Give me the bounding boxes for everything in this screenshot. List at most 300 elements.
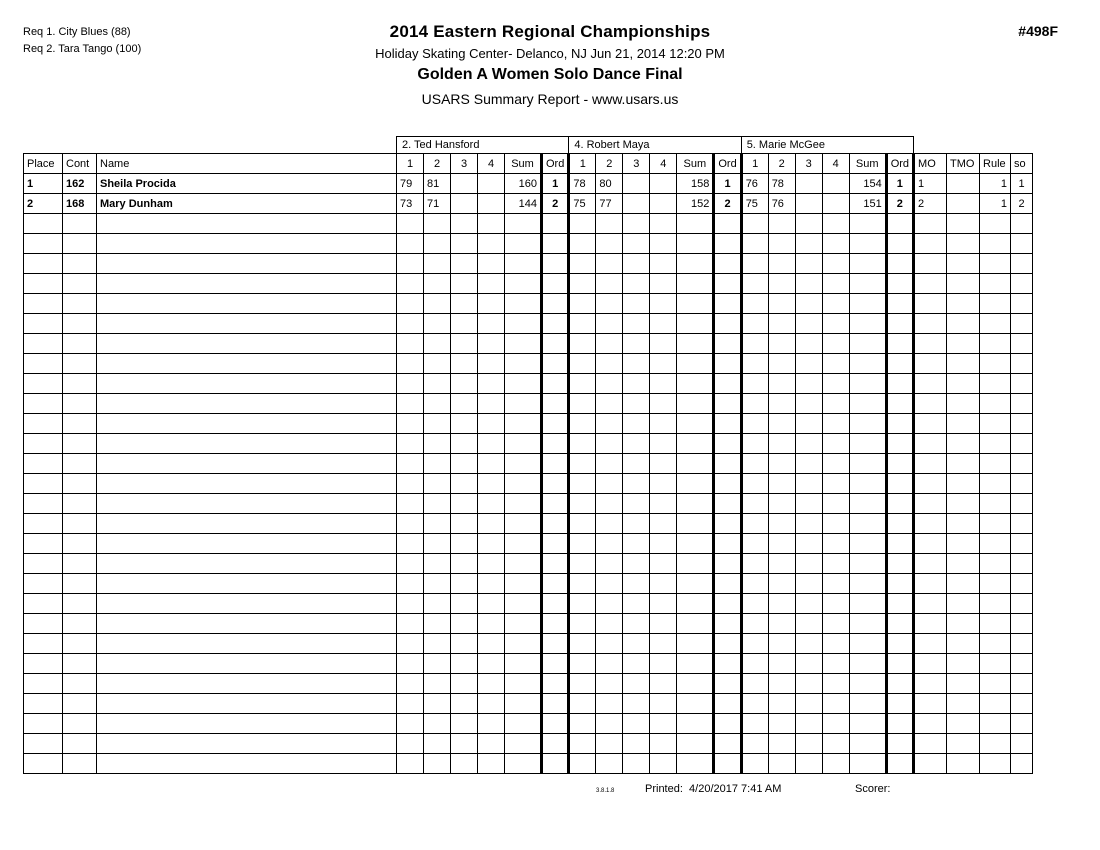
name-cell <box>97 294 397 314</box>
score-cell <box>741 434 768 454</box>
score-cell <box>451 274 478 294</box>
tmo-cell <box>947 574 980 594</box>
sum-cell <box>505 674 542 694</box>
so-cell <box>1011 554 1033 574</box>
empty-row <box>24 714 1033 734</box>
ord-cell: 2 <box>886 194 913 214</box>
score-cell <box>451 214 478 234</box>
score-cell <box>795 494 822 514</box>
ord-cell <box>886 654 913 674</box>
sum-cell <box>677 214 714 234</box>
name-cell <box>97 454 397 474</box>
ord-cell <box>714 674 741 694</box>
score-cell <box>478 454 505 474</box>
score-cell <box>424 294 451 314</box>
rule-cell <box>980 374 1011 394</box>
score-cell <box>768 514 795 534</box>
score-cell <box>650 454 677 474</box>
tmo-cell <box>947 754 980 774</box>
score-cell <box>650 474 677 494</box>
sum-cell: 152 <box>677 194 714 214</box>
sum-cell <box>849 314 886 334</box>
score-cell <box>650 754 677 774</box>
score-cell <box>451 514 478 534</box>
score-cell <box>741 554 768 574</box>
score-cell <box>650 554 677 574</box>
tmo-cell <box>947 214 980 234</box>
name-cell <box>97 494 397 514</box>
score-cell <box>741 574 768 594</box>
score-cell <box>822 754 849 774</box>
score-cell <box>623 594 650 614</box>
tmo-cell <box>947 674 980 694</box>
sum-cell <box>505 454 542 474</box>
score-cell <box>741 534 768 554</box>
score-cell <box>596 514 623 534</box>
empty-row <box>24 634 1033 654</box>
col-so: so <box>1011 154 1033 174</box>
score-cell <box>650 214 677 234</box>
rule-cell <box>980 274 1011 294</box>
sum-cell <box>677 514 714 534</box>
score-cell <box>424 514 451 534</box>
ord-cell <box>542 694 569 714</box>
score-cell <box>650 314 677 334</box>
tmo-cell <box>947 714 980 734</box>
ord-cell <box>714 354 741 374</box>
score-cell <box>451 614 478 634</box>
score-cell <box>424 594 451 614</box>
sum-cell <box>677 614 714 634</box>
empty-row <box>24 414 1033 434</box>
score-cell <box>569 414 596 434</box>
cont-cell <box>63 514 97 534</box>
score-cell <box>451 234 478 254</box>
score-cell <box>795 214 822 234</box>
sum-cell <box>677 394 714 414</box>
score-cell <box>650 574 677 594</box>
score-cell <box>822 174 849 194</box>
cont-cell <box>63 434 97 454</box>
ord-cell <box>714 474 741 494</box>
tmo-cell <box>947 694 980 714</box>
mo-cell <box>914 354 947 374</box>
ord-cell <box>714 414 741 434</box>
sum-cell <box>505 434 542 454</box>
name-cell <box>97 574 397 594</box>
ord-cell <box>714 714 741 734</box>
score-cell <box>741 614 768 634</box>
score-cell <box>822 194 849 214</box>
ord-cell <box>886 694 913 714</box>
score-cell <box>596 534 623 554</box>
mo-cell <box>914 694 947 714</box>
score-cell <box>569 334 596 354</box>
score-cell <box>451 694 478 714</box>
score-cell <box>397 374 424 394</box>
mo-cell <box>914 454 947 474</box>
score-cell <box>822 714 849 734</box>
so-cell <box>1011 354 1033 374</box>
ord-cell <box>714 294 741 314</box>
score-cell <box>650 334 677 354</box>
score-cell <box>822 494 849 514</box>
tmo-cell <box>947 654 980 674</box>
name-cell <box>97 354 397 374</box>
ord-cell <box>886 734 913 754</box>
score-cell <box>478 174 505 194</box>
score-cell <box>451 174 478 194</box>
score-cell <box>741 254 768 274</box>
score-cell <box>741 474 768 494</box>
score-cell <box>741 634 768 654</box>
score-cell <box>822 594 849 614</box>
so-cell <box>1011 314 1033 334</box>
tmo-cell <box>947 614 980 634</box>
score-cell <box>596 694 623 714</box>
sum-cell <box>505 534 542 554</box>
score-cell <box>822 734 849 754</box>
score-cell <box>650 694 677 714</box>
sum-cell <box>677 354 714 374</box>
so-cell <box>1011 254 1033 274</box>
req2-line: Req 2. Tara Tango (100) <box>23 43 142 55</box>
score-cell <box>596 734 623 754</box>
ord-cell <box>714 314 741 334</box>
empty-row <box>24 354 1033 374</box>
score-cell <box>397 294 424 314</box>
mo-cell <box>914 614 947 634</box>
score-cell <box>623 234 650 254</box>
score-cell <box>768 574 795 594</box>
empty-row <box>24 554 1033 574</box>
ord-cell <box>542 754 569 774</box>
score-cell <box>741 234 768 254</box>
score-cell <box>451 594 478 614</box>
score-cell <box>768 234 795 254</box>
score-cell <box>424 234 451 254</box>
score-cell <box>569 374 596 394</box>
ord-cell <box>542 454 569 474</box>
score-cell <box>596 334 623 354</box>
mo-cell <box>914 474 947 494</box>
sum-cell <box>505 234 542 254</box>
sum-cell: 144 <box>505 194 542 214</box>
sum-cell <box>505 754 542 774</box>
score-cell <box>795 334 822 354</box>
col-judge3-sum: Sum <box>849 154 886 174</box>
ord-cell <box>542 414 569 434</box>
rule-cell <box>980 214 1011 234</box>
score-cell <box>623 494 650 514</box>
name-cell <box>97 374 397 394</box>
place-cell <box>24 494 63 514</box>
ord-cell <box>714 434 741 454</box>
sum-cell <box>849 634 886 654</box>
cont-cell <box>63 734 97 754</box>
score-cell <box>397 594 424 614</box>
score-cell <box>424 354 451 374</box>
score-cell <box>650 434 677 454</box>
place-cell <box>24 294 63 314</box>
title-block <box>0 22 1100 107</box>
ord-cell <box>542 274 569 294</box>
ord-cell <box>714 334 741 354</box>
sum-cell <box>677 634 714 654</box>
table-row <box>24 174 1033 194</box>
rule-cell <box>980 514 1011 534</box>
score-cell <box>768 554 795 574</box>
ord-cell <box>886 214 913 234</box>
tmo-cell <box>947 474 980 494</box>
place-cell <box>24 414 63 434</box>
mo-cell <box>914 514 947 534</box>
ord-cell: 1 <box>886 174 913 194</box>
sum-cell <box>677 674 714 694</box>
score-cell <box>822 414 849 434</box>
name-cell <box>97 274 397 294</box>
score-cell <box>424 434 451 454</box>
sum-cell <box>849 434 886 454</box>
ord-cell <box>886 234 913 254</box>
sum-cell <box>677 694 714 714</box>
score-cell <box>596 574 623 594</box>
score-cell <box>650 734 677 754</box>
ord-cell <box>886 574 913 594</box>
score-cell <box>478 434 505 454</box>
place-cell <box>24 354 63 374</box>
score-cell <box>795 374 822 394</box>
score-cell <box>795 194 822 214</box>
score-cell <box>741 274 768 294</box>
rule-cell <box>980 614 1011 634</box>
score-cell <box>451 734 478 754</box>
score-cell <box>451 674 478 694</box>
score-cell <box>768 314 795 334</box>
score-cell <box>768 494 795 514</box>
score-cell <box>397 454 424 474</box>
cont-cell <box>63 374 97 394</box>
place-cell <box>24 754 63 774</box>
score-cell <box>768 694 795 714</box>
score-cell <box>451 714 478 734</box>
score-cell <box>822 354 849 374</box>
score-cell <box>569 274 596 294</box>
ord-cell <box>542 714 569 734</box>
score-cell <box>741 354 768 374</box>
score-cell <box>424 714 451 734</box>
tmo-cell <box>947 634 980 654</box>
score-cell <box>650 414 677 434</box>
mo-cell <box>914 494 947 514</box>
score-cell <box>741 334 768 354</box>
score-cell <box>451 334 478 354</box>
empty-row <box>24 514 1033 534</box>
empty-row <box>24 374 1033 394</box>
score-cell <box>768 354 795 374</box>
ord-cell <box>542 574 569 594</box>
score-cell <box>795 514 822 534</box>
sum-cell <box>849 454 886 474</box>
mo-cell <box>914 274 947 294</box>
score-cell <box>596 554 623 574</box>
rule-cell <box>980 314 1011 334</box>
empty-row <box>24 474 1033 494</box>
name-cell <box>97 514 397 534</box>
sum-cell <box>505 714 542 734</box>
sum-cell <box>849 714 886 734</box>
ord-cell <box>886 614 913 634</box>
judge-name-2: 4. Robert Maya <box>569 137 741 154</box>
sum-cell <box>849 334 886 354</box>
sum-cell <box>505 354 542 374</box>
so-cell <box>1011 434 1033 454</box>
cont-cell <box>63 574 97 594</box>
place-cell: 2 <box>24 194 63 214</box>
name-cell <box>97 734 397 754</box>
score-cell <box>596 674 623 694</box>
empty-row <box>24 534 1033 554</box>
so-cell <box>1011 714 1033 734</box>
ord-cell <box>886 434 913 454</box>
empty-row <box>24 454 1033 474</box>
so-cell <box>1011 454 1033 474</box>
score-cell <box>822 434 849 454</box>
mo-cell <box>914 294 947 314</box>
score-cell <box>451 294 478 314</box>
printed-value: 4/20/2017 7:41 AM <box>689 783 782 795</box>
score-cell <box>650 234 677 254</box>
score-cell <box>424 414 451 434</box>
score-cell <box>741 734 768 754</box>
score-cell <box>397 614 424 634</box>
ord-cell <box>714 254 741 274</box>
sum-cell <box>677 254 714 274</box>
score-cell <box>768 674 795 694</box>
cont-cell <box>63 614 97 634</box>
ord-cell <box>886 454 913 474</box>
summary-table <box>23 136 1033 774</box>
place-cell <box>24 714 63 734</box>
col-judge2-trial4: 4 <box>650 154 677 174</box>
score-cell <box>569 494 596 514</box>
score-cell <box>397 494 424 514</box>
score-cell <box>569 574 596 594</box>
empty-row <box>24 314 1033 334</box>
tmo-cell <box>947 454 980 474</box>
so-cell <box>1011 394 1033 414</box>
score-cell <box>424 494 451 514</box>
empty-row <box>24 214 1033 234</box>
ord-cell <box>714 374 741 394</box>
score-cell <box>478 554 505 574</box>
score-cell <box>623 414 650 434</box>
score-cell <box>424 314 451 334</box>
score-cell <box>451 314 478 334</box>
name-cell: Mary Dunham <box>97 194 397 214</box>
score-cell <box>650 194 677 214</box>
score-cell <box>795 614 822 634</box>
score-cell <box>822 374 849 394</box>
score-cell <box>397 754 424 774</box>
so-cell <box>1011 594 1033 614</box>
cont-cell <box>63 314 97 334</box>
score-cell <box>478 414 505 434</box>
score-cell <box>478 594 505 614</box>
col-judge2-trial3: 3 <box>623 154 650 174</box>
ord-cell <box>542 354 569 374</box>
empty-row <box>24 654 1033 674</box>
printed-label: Printed: <box>645 783 683 795</box>
score-cell <box>478 634 505 654</box>
ord-cell <box>542 634 569 654</box>
empty-row <box>24 434 1033 454</box>
ord-cell <box>714 214 741 234</box>
score-cell <box>451 654 478 674</box>
score-cell <box>741 594 768 614</box>
ord-cell <box>714 514 741 534</box>
score-cell: 71 <box>424 194 451 214</box>
col-judge1-trial3: 3 <box>451 154 478 174</box>
score-cell <box>451 754 478 774</box>
score-cell <box>650 174 677 194</box>
score-cell <box>650 714 677 734</box>
sum-cell <box>677 494 714 514</box>
score-cell <box>795 634 822 654</box>
score-cell <box>569 514 596 534</box>
mo-cell <box>914 654 947 674</box>
score-cell <box>623 174 650 194</box>
cont-cell <box>63 634 97 654</box>
rule-cell <box>980 634 1011 654</box>
empty-row <box>24 674 1033 694</box>
table-row <box>24 194 1033 214</box>
score-cell <box>478 274 505 294</box>
so-cell <box>1011 514 1033 534</box>
name-cell <box>97 474 397 494</box>
col-judge1-trial4: 4 <box>478 154 505 174</box>
event-title: Golden A Women Solo Dance Final <box>417 66 683 83</box>
ord-cell <box>542 514 569 534</box>
score-cell <box>768 474 795 494</box>
score-cell <box>822 694 849 714</box>
place-cell <box>24 394 63 414</box>
rule-cell <box>980 394 1011 414</box>
sum-cell <box>505 494 542 514</box>
score-cell <box>623 534 650 554</box>
tmo-cell <box>947 354 980 374</box>
ord-cell <box>886 474 913 494</box>
score-cell <box>795 234 822 254</box>
sum-cell <box>505 254 542 274</box>
col-cont: Cont <box>63 154 97 174</box>
ord-cell <box>886 414 913 434</box>
score-cell: 75 <box>741 194 768 214</box>
place-cell <box>24 274 63 294</box>
ord-cell <box>886 494 913 514</box>
empty-row <box>24 754 1033 774</box>
column-header-row <box>24 154 1033 174</box>
col-judge3-ord: Ord <box>886 154 913 174</box>
score-cell <box>596 454 623 474</box>
ord-cell <box>542 254 569 274</box>
so-cell <box>1011 534 1033 554</box>
sum-cell <box>677 574 714 594</box>
score-cell <box>424 254 451 274</box>
score-cell <box>795 314 822 334</box>
ord-cell <box>714 694 741 714</box>
score-cell: 81 <box>424 174 451 194</box>
